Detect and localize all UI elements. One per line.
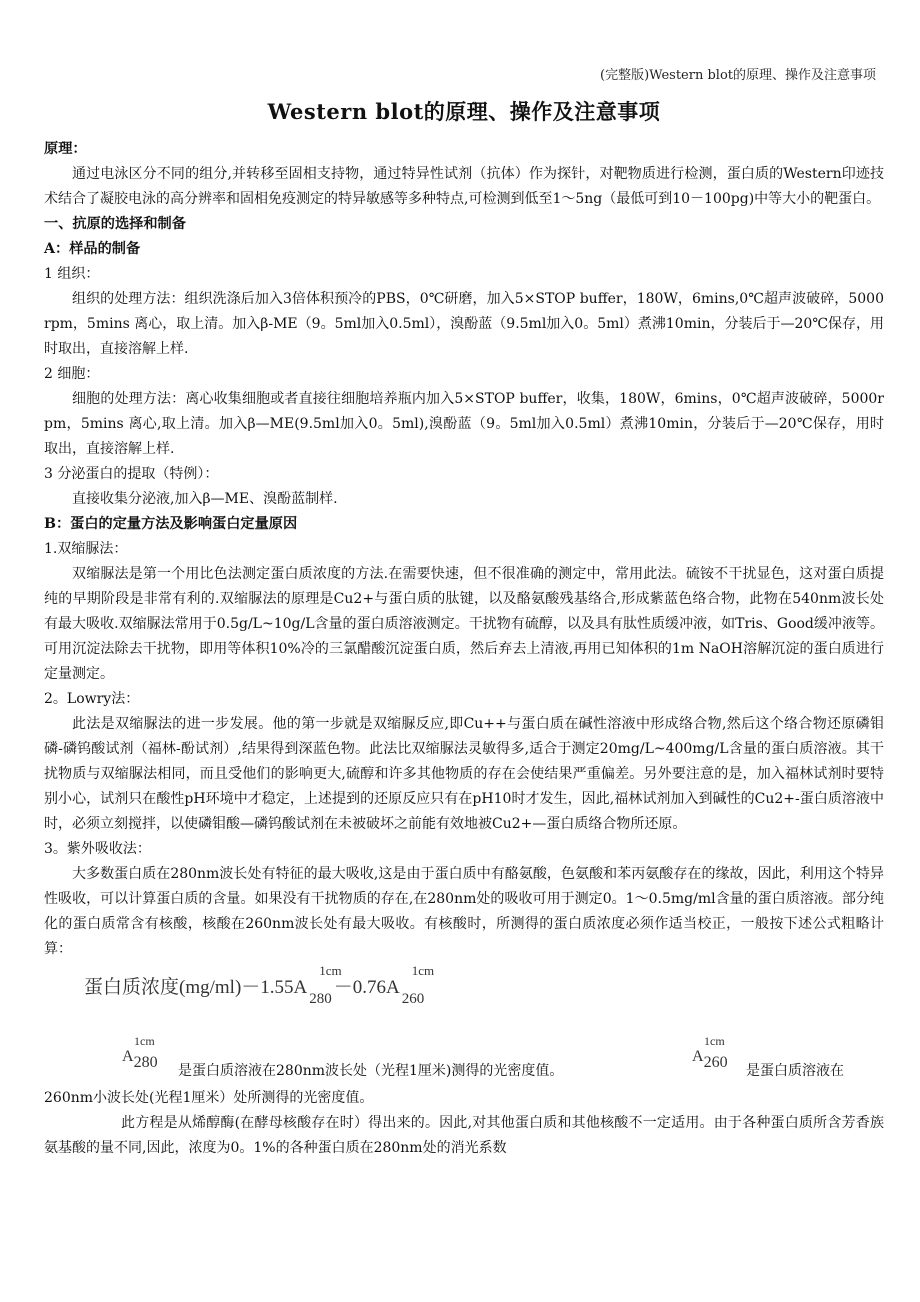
biuret-label: 1.双缩脲法： xyxy=(44,541,128,557)
formula-a280: 1cm $_{280}$ xyxy=(309,963,342,1007)
page-title: Western blot的原理、操作及注意事项 xyxy=(267,99,661,124)
protein-concentration-formula xyxy=(44,962,884,1034)
uv-paragraph: 大多数蛋白质在280nm波长处有特征的最大吸收,这是由于蛋白质中有酪氨酸，色氨酸和苯丙氨酸存在的缘故，因此，利用这个特异性吸收，可以计算蛋白质的含量。如果没有干扰物质的存在,在280nm处的吸收可用于测定0。1～0.5mg/ml含量的蛋白质溶液。部分纯化的蛋白质常含有核酸，核酸在260nm波长处有最大吸收。有核酸时，所测得的蛋白质浓度必须作适当校正，一般按下述公式粗略计算： xyxy=(44,866,884,957)
lowry-paragraph: 此法是双缩脲法的进一步发展。他的第一步就是双缩脲反应,即Cu++与蛋白质在碱性溶液中形成络合物,然后这个络合物还原磷钼磷-磷钨酸试剂（福林-酚试剂）,结果得到深蓝色物。此法比双缩脲法灵敏得多,适合于测定20mg/L~400mg/L含量的蛋白质溶液。其干扰物质与双缩脲法相同，而且受他们的影响更大,硫醇和许多其他物质的存在会使结果严重偏差。另外要注意的是，加入福林试剂时要特别小心，试剂只在酸性pH环境中才稳定，上述提到的还原反应只有在pH10时才发生，因此,福林试剂加入到碱性的Cu2+-蛋白质溶液中时，必须立刻搅拌，以使磷钼酸—磷钨酸试剂在未被破坏之前能有效地被Cu2+—蛋白质络合物所还原。 xyxy=(44,716,884,832)
symbol-a280: A 1cm 280 xyxy=(122,1034,158,1071)
sample-prep-heading: A：样品的制备 xyxy=(44,241,141,257)
principle-paragraph: 通过电泳区分不同的组分,并转移至固相支持物，通过特异性试剂（抗体）作为探针，对靶物质进行检测，蛋白质的Western印迹技术结合了凝胶电泳的高分辨率和固相免疫测定的特异敏感等多种特点,可检测到低至1～5ng（最低可到10－100pg)中等大小的靶蛋白。 xyxy=(44,166,884,207)
formula-minus: －0.76A xyxy=(333,977,400,998)
symbol-a260: A 1cm 260 xyxy=(692,1034,728,1071)
formula-a260: 1cm $_{260}$ xyxy=(401,963,435,1007)
tissue-paragraph: 组织的处理方法：组织洗涤后加入3倍体积预冷的PBS，0℃研磨，加入5×STOP buffer，180W，6mins,0℃超声波破碎，5000rpm，5mins 离心，取上清。加入β-ME（9。5ml加入0.5ml），溴酚蓝（9.5ml加入0。5ml）煮沸10min，分装后于—20℃保存，用时取出，直接溶解上样. xyxy=(44,291,884,357)
uv-label: 3。紫外吸收法： xyxy=(44,841,151,857)
lowry-label: 2。Lowry法： xyxy=(44,691,140,707)
a260-definition-cont: 260nm小波长处(光程1厘米）处所测得的光密度值。 xyxy=(44,1090,374,1106)
quantification-heading: B：蛋白的定量方法及影响蛋白定量原因 xyxy=(44,516,298,532)
document-body xyxy=(44,137,884,1161)
principle-heading: 原理： xyxy=(44,141,87,157)
cell-label: 2 细胞： xyxy=(44,366,100,382)
a280-definition: 是蛋白质溶液在280nm波长处（光程1厘米)测得的光密度值。 xyxy=(178,1063,564,1079)
running-header: (完整版)Western blot的原理、操作及注意事项 xyxy=(600,68,876,83)
a260-definition: 是蛋白质溶液在 xyxy=(746,1063,844,1079)
tissue-label: 1 组织： xyxy=(44,266,100,282)
formula-left: 蛋白质浓度(mg/ml)－1.55A xyxy=(84,977,308,998)
formula-expression xyxy=(84,963,435,1007)
biuret-paragraph: 双缩脲法是第一个用比色法测定蛋白质浓度的方法.在需要快速，但不很准确的测定中，常用此法。硫铵不干扰显色，这对蛋白质提纯的早期阶段是非常有利的.双缩脲法的原理是Cu2+与蛋白质的肽键，以及酪氨酸残基络合,形成紫蓝色络合物，此物在540nm波长处有最大吸收.双缩脲法常用于0.5g/L~10g/L含量的蛋白质溶液测定。干扰物有硫醇，以及具有肽性质缓冲液，如Tris、Good缓冲液等。可用沉淀法除去干扰物，即用等体积10%冷的三氯醋酸沉淀蛋白质，然后弃去上清液,再用已知体积的1m NaOH溶解沉淀的蛋白质进行定量测定。 xyxy=(44,566,884,682)
cell-paragraph: 细胞的处理方法：离心收集细胞或者直接往细胞培养瓶内加入5×STOP buffer，收集，180W，6mins，0℃超声波破碎，5000rpm，5mins 离心,取上清。加入β—ME(9.5ml加入0。5ml),溴酚蓝（9。5ml加入0.5ml）煮沸10min，分装后于—20℃保存，用时取出，直接溶解上样. xyxy=(44,391,884,457)
absorbance-definitions xyxy=(44,1034,884,1086)
secreted-label: 3 分泌蛋白的提取（特例）： xyxy=(44,466,219,482)
secreted-paragraph: 直接收集分泌液,加入β—ME、溴酚蓝制样. xyxy=(72,491,338,507)
equation-origin-paragraph: 此方程是从烯醇酶(在酵母核酸存在时）得出来的。因此,对其他蛋白质和其他核酸不一定适用。由于各种蛋白质所含芳香族氨基酸的量不同,因此，浓度为0。1%的各种蛋白质在280nm处的消光系数 xyxy=(44,1115,884,1156)
antigen-heading: 一、抗原的选择和制备 xyxy=(44,216,186,232)
